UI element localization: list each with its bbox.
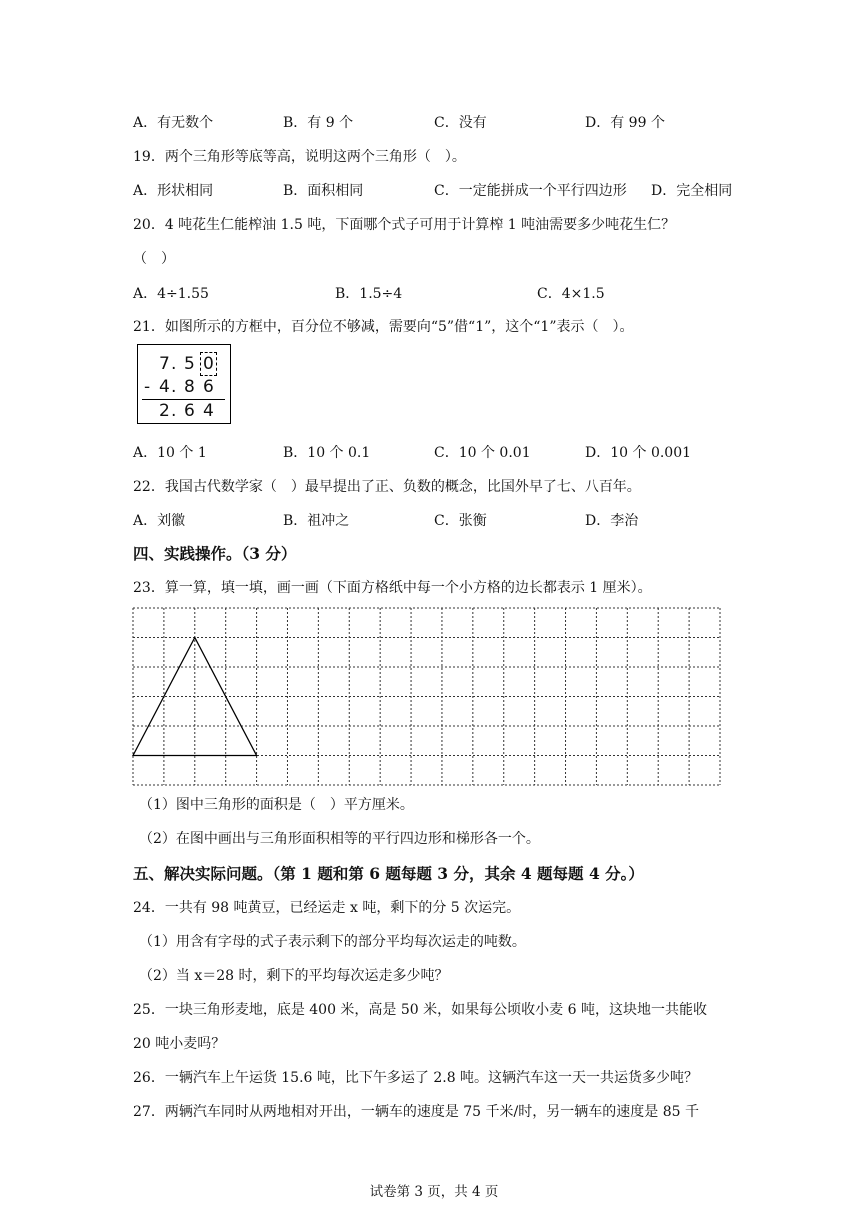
q19-option-c: C．一定能拼成一个平行四边形 [434,183,627,199]
section-4-title: 四、实践操作。（3 分） [133,544,297,563]
q19-option-d: D．完全相同 [651,183,733,199]
q24-stem: 24．一共有 98 吨黄豆，已经运走 x 吨，剩下的分 5 次运完。 [133,900,521,916]
q20-blank: （ ） [133,251,175,267]
q21-stem: 21．如图所示的方框中，百分位不够减，需要向“5”借“1”，这个“1”表示（ ）。 [133,319,634,335]
result-line [142,399,225,400]
decimal-point: . [171,401,177,421]
minus-sign: - [144,377,151,397]
q19-option-a: A．形状相同 [133,183,214,199]
q19-option-b: B．面积相同 [283,183,364,199]
q25-line2: 20 吨小麦吗？ [133,1036,226,1052]
q23-sub2: （2）在图中画出与三角形面积相等的平行四边形和梯形各一个。 [139,831,540,847]
q24-sub1: （1）用含有字母的式子表示剩下的部分平均每次运走的吨数。 [139,934,526,950]
q21-option-b: B．10 个 0.1 [283,445,371,461]
highlighted-digit: 0 [203,354,214,374]
q22-stem: 22．我国古代数学家（ ）最早提出了正、负数的概念，比国外早了七、八百年。 [133,479,641,495]
q23-stem: 23．算一算，填一填，画一画（下面方格纸中每一个小方格的边长都表示 1 厘米）。 [133,580,652,596]
digit: 2 [159,401,170,421]
q27-stem: 27．两辆汽车同时从两地相对开出，一辆车的速度是 75 千米/时，另一辆车的速度是 85 千 [133,1104,699,1120]
q23-sub1: （1）图中三角形的面积是（ ）平方厘米。 [139,797,414,813]
q21-option-d: D．10 个 0.001 [585,445,692,461]
q18-option-c: C．没有 [434,115,487,131]
grid-paper [131,607,723,788]
digit: 8 [184,377,195,397]
q20-option-b: B．1.5÷4 [335,286,403,302]
page-footer: 试卷第 3 页，共 4 页 [369,1184,499,1200]
digit: 5 [184,354,195,374]
q19-stem: 19．两个三角形等底等高，说明这两个三角形（ ）。 [133,149,466,165]
digit: 6 [184,401,195,421]
digit: 7 [159,354,170,374]
q18-option-b: B．有 9 个 [283,115,354,131]
digit: 4 [159,377,170,397]
digit: 4 [203,401,214,421]
q22-option-b: B．祖冲之 [283,513,350,529]
q24-sub2: （2）当 x＝28 时，剩下的平均每次运走多少吨？ [139,968,449,984]
q21-option-a: A．10 个 1 [133,445,207,461]
q21-option-c: C．10 个 0.01 [434,445,531,461]
q22-option-c: C．张衡 [434,513,487,529]
decimal-point: . [171,354,177,374]
digit: 6 [203,377,214,397]
q18-option-d: D．有 99 个 [585,115,665,131]
q20-option-a: A．4÷1.55 [133,286,209,302]
q26-stem: 26．一辆汽车上午运货 15.6 吨，比下午多运了 2.8 吨。这辆汽车这一天一共运货多少吨？ [133,1070,699,1086]
q20-stem: 20．4 吨花生仁能榨油 1.5 吨，下面哪个式子可用于计算榨 1 吨油需要多少吨花生仁？ [133,217,676,233]
q25-line1: 25．一块三角形麦地，底是 400 米，高是 50 米，如果每公顷收小麦 6 吨，这块地一共能收 [133,1002,707,1018]
q22-option-d: D．李治 [585,513,639,529]
q22-option-a: A．刘徽 [133,513,186,529]
q18-option-a: A．有无数个 [133,115,214,131]
decimal-point: . [171,377,177,397]
section-5-title: 五、解决实际问题。（第 1 题和第 6 题每题 3 分，其余 4 题每题 4 分。） [133,864,644,883]
subtraction-figure [137,344,231,424]
q20-option-c: C．4×1.5 [537,286,605,302]
